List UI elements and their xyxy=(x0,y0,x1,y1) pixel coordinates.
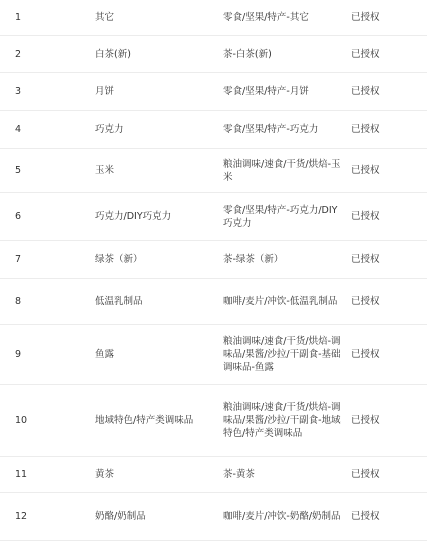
table-row xyxy=(0,241,427,279)
item-name: 低温乳制品 xyxy=(95,296,143,307)
row-number: 1 xyxy=(15,12,22,23)
item-name: 鱼露 xyxy=(95,349,115,360)
item-category: 茶-白茶(新) xyxy=(223,48,272,60)
status-text: 已授权 xyxy=(351,86,380,97)
status-text: 已授权 xyxy=(351,211,380,222)
item-name: 奶酪/奶制品 xyxy=(95,511,146,522)
item-category: 零食/坚果/特产-巧克力 xyxy=(223,124,319,135)
item-category: 咖啡/麦片/冲饮-奶酪/奶制品 xyxy=(223,511,341,522)
item-name: 地域特色/特产类调味品 xyxy=(95,415,194,426)
status-text: 已授权 xyxy=(351,48,380,60)
item-name: 巧克力/DIY巧克力 xyxy=(95,211,172,222)
table-row xyxy=(0,279,427,325)
status-text: 已授权 xyxy=(351,296,380,307)
row-number: 8 xyxy=(15,296,22,307)
item-name: 绿茶（新） xyxy=(95,254,143,265)
item-category: 粮油调味/速食/干货/烘焙-玉米 xyxy=(223,158,341,183)
row-number: 5 xyxy=(15,165,22,176)
item-name: 月饼 xyxy=(95,86,115,97)
item-category: 茶-黄茶 xyxy=(223,469,255,480)
row-number: 3 xyxy=(15,86,22,97)
row-number: 10 xyxy=(15,415,28,426)
item-category: 咖啡/麦片/冲饮-低温乳制品 xyxy=(223,296,338,307)
table-row xyxy=(0,111,427,149)
table-row xyxy=(0,493,427,541)
table-row xyxy=(0,0,427,36)
table-row xyxy=(0,457,427,493)
status-text: 已授权 xyxy=(351,124,380,135)
row-number: 6 xyxy=(15,211,22,222)
item-category: 零食/坚果/特产-月饼 xyxy=(223,86,309,97)
item-name: 黄茶 xyxy=(95,469,115,480)
item-category: 粮油调味/速食/干货/烘焙-调味品/果酱/沙拉/干副食-地域特色/特产类调味品 xyxy=(223,402,341,439)
status-text: 已授权 xyxy=(351,511,380,522)
item-category: 茶-绿茶（新） xyxy=(223,254,284,265)
status-text: 已授权 xyxy=(351,469,380,480)
item-category: 零食/坚果/特产-巧克力/DIY巧克力 xyxy=(223,204,338,229)
item-name: 巧克力 xyxy=(95,124,124,135)
row-number: 4 xyxy=(15,124,22,135)
row-number: 2 xyxy=(15,48,22,60)
row-number: 9 xyxy=(15,349,22,360)
item-category: 零食/坚果/特产-其它 xyxy=(223,12,309,23)
status-text: 已授权 xyxy=(351,12,380,23)
table-row xyxy=(0,325,427,385)
table-row xyxy=(0,73,427,111)
row-number: 11 xyxy=(15,469,28,480)
status-text: 已授权 xyxy=(351,349,380,360)
row-number: 12 xyxy=(15,511,28,522)
item-category: 粮油调味/速食/干货/烘焙-调味品/果酱/沙拉/干副食-基础调味品-鱼露 xyxy=(223,336,341,373)
status-text: 已授权 xyxy=(351,165,380,176)
table-row xyxy=(0,149,427,193)
table-row xyxy=(0,36,427,73)
status-text: 已授权 xyxy=(351,415,380,426)
table-row xyxy=(0,385,427,457)
item-name: 白茶(新) xyxy=(95,48,131,60)
item-name: 玉米 xyxy=(95,165,115,176)
item-name: 其它 xyxy=(95,12,115,23)
table-row xyxy=(0,193,427,241)
row-number: 7 xyxy=(15,254,22,265)
status-text: 已授权 xyxy=(351,254,380,265)
